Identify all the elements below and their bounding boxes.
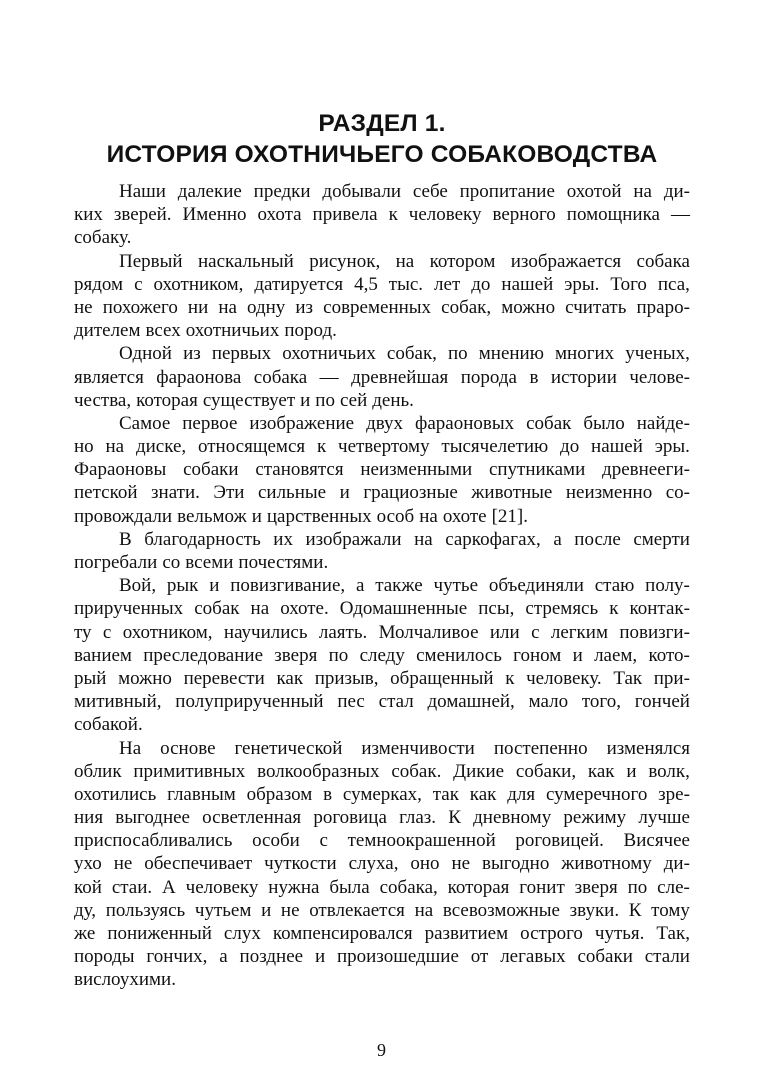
text-line: ду, пользуясь чутьем и не отвлекается на всевозможные звуки. К тому <box>74 899 690 921</box>
paragraph <box>74 574 690 736</box>
paragraph <box>74 412 690 528</box>
section-title: ИСТОРИЯ ОХОТНИЧЬЕГО СОБАКОВОДСТВА <box>106 141 658 168</box>
text-line: чества, которая существует и по сей день. <box>74 389 414 411</box>
section-heading <box>74 108 690 170</box>
text-line: породы гончих, а позднее и произошедшие от легавых собаки стали <box>74 946 690 968</box>
text-line: провождали вельмож и царственных особ на охоте [21]. <box>74 505 529 527</box>
text-line: Вой, рык и повизгивание, а также чутье объединяли стаю полу- <box>119 575 690 597</box>
text-line: погребали со всеми почестями. <box>74 552 329 573</box>
text-line: кой стаи. А человеку нужна была собака, которая гонит зверя по сле- <box>74 876 690 898</box>
body-text <box>74 180 690 992</box>
text-line: охотились главным образом в сумерках, так как для сумеречного зре- <box>74 783 690 805</box>
paragraph <box>74 342 690 412</box>
section-number: РАЗДЕЛ 1. <box>318 110 446 137</box>
text-line: Одной из первых охотничьих собак, по мнению многих ученых, <box>119 343 690 365</box>
text-line: прирученных собак на охоте. Одомашненные псы, стремясь к контак- <box>74 598 690 620</box>
text-line: Первый наскальный рисунок, на котором изображается собака <box>119 250 690 272</box>
text-line: но на диске, относящемся к четвертому тысячелетию до нашей эры. <box>74 436 690 458</box>
text-line: Самое первое изображение двух фараоновых собак было найде- <box>119 412 690 434</box>
text-line: же пониженный слух компенсировался развитием острого чутья. Так, <box>74 923 690 944</box>
text-line: собакой. <box>74 714 143 736</box>
text-line: рядом с охотником, датируется 4,5 тыс. лет до нашей эры. Того пса, <box>74 273 690 295</box>
text-line: В благодарность их изображали на саркофагах, а после смерти <box>119 528 690 550</box>
paragraph <box>74 180 690 250</box>
text-line: ния выгоднее осветленная роговица глаз. К дневному режиму лучше <box>74 807 690 829</box>
text-line: митивный, полуприрученный пес стал домашней, мало того, гончей <box>74 691 690 713</box>
text-line: дителем всех охотничьих пород. <box>74 320 337 342</box>
paragraph <box>74 250 690 343</box>
text-line: вислоухими. <box>74 969 176 991</box>
text-line: ких зверей. Именно охота привела к человеку верного помощника — <box>74 204 690 226</box>
text-line: Наши далекие предки добывали себе пропитание охотой на ди- <box>119 181 690 202</box>
text-line: петской знати. Эти сильные и грациозные животные неизменно со- <box>74 482 690 504</box>
text-line: На основе генетической изменчивости постепенно изменялся <box>119 737 690 759</box>
text-line: Фараоновы собаки становятся неизменными спутниками древнееги- <box>74 459 690 481</box>
text-line: является фараонова собака — древнейшая порода в истории челове- <box>74 366 690 388</box>
text-line: ухо не обеспечивает чуткости слуха, оно не выгодно животному ди- <box>74 853 690 875</box>
text-line: не похожего ни на одну из современных собак, можно считать праро- <box>74 296 690 318</box>
text-line: облик примитивных волкообразных собак. Дикие собаки, как и волк, <box>74 760 690 782</box>
text-line: рый можно перевести как призыв, обращенный к человеку. Так при- <box>74 667 690 689</box>
paragraph <box>74 737 690 992</box>
text-line: ванием преследование зверя по следу сменилось гоном и лаем, кото- <box>74 644 690 666</box>
paragraph <box>74 528 690 574</box>
page-content <box>74 108 690 992</box>
text-line: собаку. <box>74 227 132 249</box>
text-line: ту с охотником, научились лаять. Молчаливое или с легким повизги- <box>74 621 690 643</box>
text-line: приспосабливались особи с темноокрашенной роговицей. Висячее <box>74 830 690 852</box>
page-number: 9 <box>377 1040 386 1060</box>
